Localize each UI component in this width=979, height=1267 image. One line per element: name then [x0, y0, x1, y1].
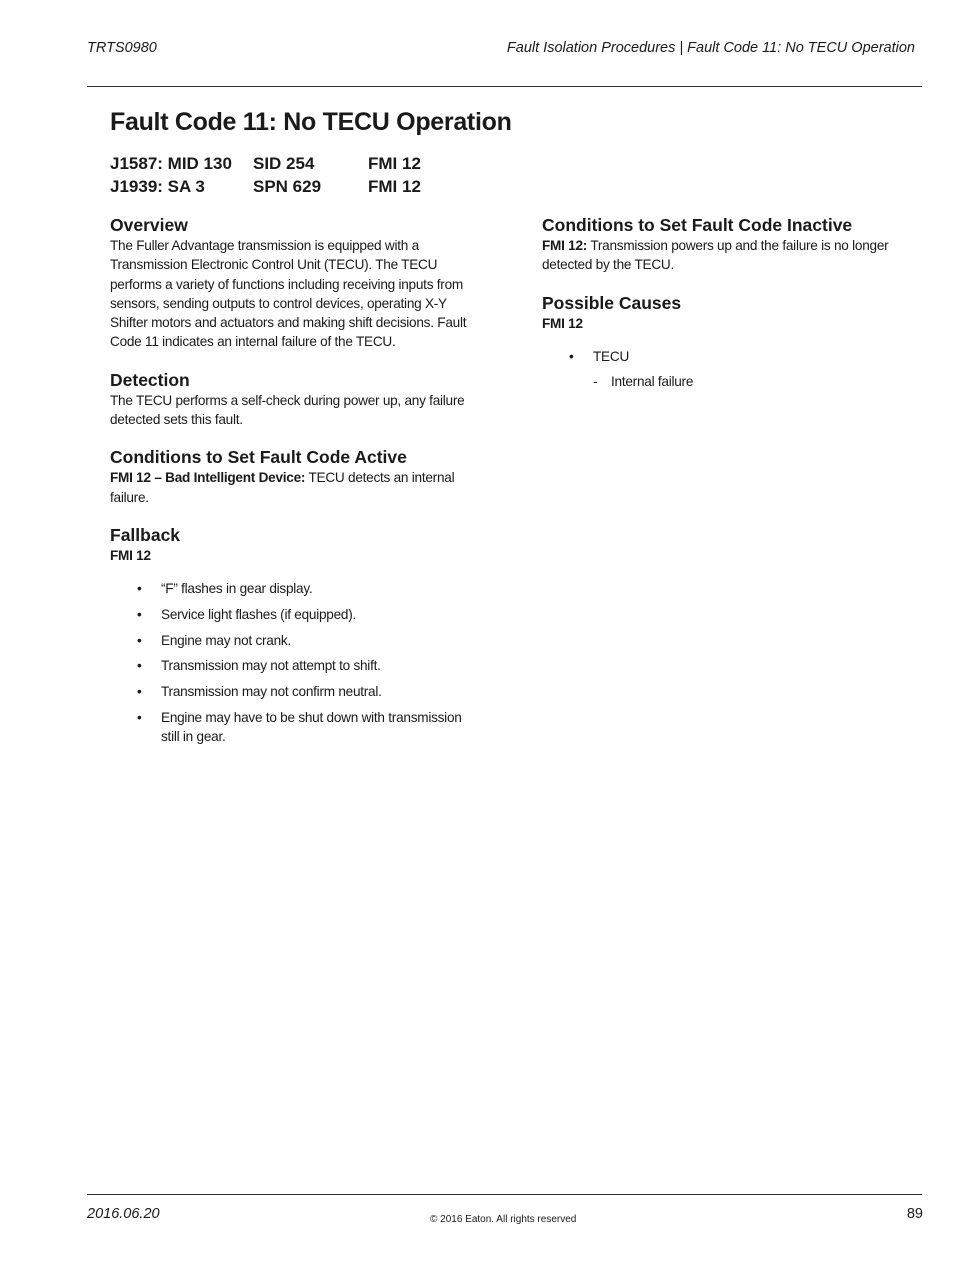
detection-text: The TECU performs a self-check during power up, any failure detected sets this fault.: [110, 392, 465, 428]
bullet-icon: •: [137, 709, 142, 725]
overview-heading: Overview: [110, 215, 188, 235]
overview-section: [110, 214, 484, 352]
bullet-icon: •: [137, 581, 142, 597]
header-doc-id: TRTS0980: [87, 40, 157, 56]
code-protocol: J1587: MID 130: [110, 154, 232, 173]
causes-list: [542, 347, 912, 366]
list-item: • TECU: [542, 347, 912, 366]
list-item: • Service light flashes (if equipped).: [110, 605, 484, 624]
inactive-conditions-heading: Conditions to Set Fault Code Inactive: [542, 215, 853, 235]
list-item: • Transmission may not confirm neutral.: [110, 682, 484, 701]
detection-section: [110, 369, 484, 430]
fallback-heading: Fallback: [110, 524, 181, 545]
detection-heading: Detection: [110, 369, 190, 390]
code-id: SID 254: [253, 154, 315, 173]
bullet-icon: •: [569, 348, 574, 364]
active-conditions-text: [110, 468, 484, 507]
causes-fmi-label: FMI 12: [542, 315, 583, 331]
page-number: 89: [906, 1206, 923, 1222]
inactive-conditions-text: [542, 236, 912, 275]
code-protocol: J1939: SA 3: [110, 177, 205, 196]
header-section-title: Fault Isolation Procedures | Fault Code 11: No TECU Operation: [506, 40, 915, 56]
code-fmi: FMI 12: [368, 177, 421, 196]
list-item: • “F” flashes in gear display.: [110, 579, 484, 598]
possible-causes-heading: Possible Causes: [542, 292, 682, 313]
overview-text: The Fuller Advantage transmission is equipped with a Transmission Electronic Control Unit (TECU). The TECU performs a variety of functions including receiving inputs from sensors, sending outputs to control devices, operating X-Y Shifter motors and actuators and making shift decisions. Fault Code 11 indicates an internal failure of the TECU.: [110, 238, 467, 350]
active-conditions-section: [110, 446, 484, 507]
footer-copyright: © 2016 Eaton. All rights reserved: [430, 1214, 577, 1225]
dash-icon: -: [593, 374, 598, 390]
header-divider: [87, 86, 922, 87]
inactive-fmi-label: FMI 12:: [542, 238, 588, 253]
fallback-section: [110, 524, 484, 746]
active-fmi-text: TECU detects an internal failure.: [110, 470, 455, 505]
list-item: • Engine may not crank.: [110, 631, 484, 650]
page-title: Fault Code 11: No TECU Operation: [110, 108, 512, 136]
possible-causes-section: [542, 292, 912, 392]
list-item: • Transmission may not attempt to shift.: [110, 656, 484, 675]
inactive-fmi-text: Transmission powers up and the failure is no longer detected by the TECU.: [542, 238, 889, 273]
bullet-icon: •: [137, 684, 142, 700]
active-conditions-heading: Conditions to Set Fault Code Active: [110, 447, 407, 468]
bullet-icon: •: [137, 658, 142, 674]
active-fmi-label: FMI 12 – Bad Intelligent Device:: [110, 470, 306, 486]
list-item: • Engine may have to be shut down with transmission still in gear.: [137, 709, 462, 744]
inactive-conditions-section: [542, 214, 912, 275]
bullet-icon: •: [137, 606, 142, 622]
footer-date: 2016.06.20: [87, 1206, 160, 1222]
right-column: [542, 214, 912, 408]
fallback-list: [110, 579, 484, 746]
sub-list-item: - Internal failure: [542, 372, 912, 391]
bullet-icon: •: [137, 632, 142, 648]
footer-divider: [87, 1194, 922, 1195]
code-id: SPN 629: [253, 177, 322, 196]
fallback-fmi-label: FMI 12: [110, 547, 151, 563]
code-fmi: FMI 12: [368, 154, 421, 173]
left-column: [110, 214, 484, 763]
